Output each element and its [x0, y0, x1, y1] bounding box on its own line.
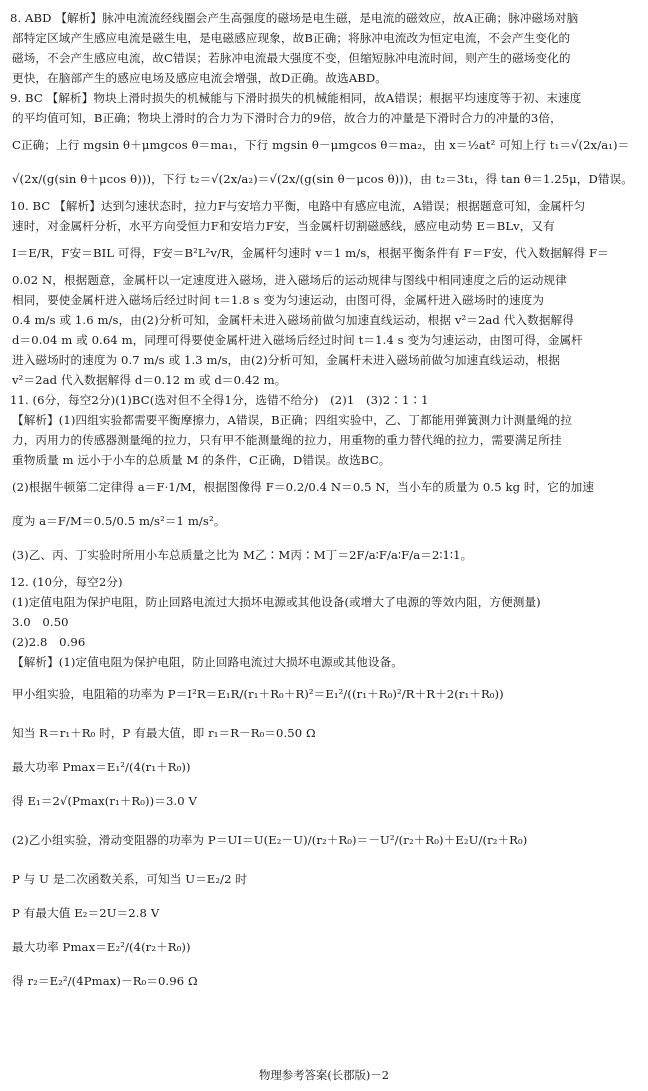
answer-line: (2)2.8 0.96 [12, 635, 86, 649]
answer-line: 8. ABD 【解析】脉冲电流流经线圈会产生高强度的磁场是电生磁，是电流的磁效应，故A正确；脉冲磁场对脑 [10, 11, 579, 25]
answer-line: 【解析】(1)定值电阻为保护电阻，防止回路电流过大损坏电源或其他设备。 [12, 655, 403, 669]
answer-line: 重物质量 m 远小于小车的总质量 M 的条件，C正确，D错误。故选BC。 [12, 453, 391, 467]
answer-line: I＝E/R，F安＝BIL 可得，F安＝B²L²v/R，金属杆匀速时 v＝1 m/s，根据平衡条件有 F＝F安，代入数据解得 F＝ [12, 246, 609, 260]
answer-line: 的平均值可知，B正确；物块上滑时的合力为下滑时合力的9倍，故合力的冲量是下滑时合力的冲量的3倍， [12, 111, 562, 125]
answer-line: 进入磁场时的速度为 0.7 m/s 或 1.3 m/s，由(2)分析可知，金属杆未进入磁场前做匀加速直线运动，根据 [12, 353, 561, 367]
answer-line: 最大功率 Pmax＝E₂²/(4(r₂＋R₀)) [12, 940, 191, 954]
answer-line: 最大功率 Pmax＝E₁²/(4(r₁＋R₀)) [12, 760, 191, 774]
answer-line: 甲小组实验，电阻箱的功率为 P＝I²R＝E₁R/(r₁＋R₀＋R)²＝E₁²/((r₁＋R₀)²/R＋R＋2(r₁＋R₀)) [12, 687, 504, 701]
answer-line: P 有最大值 E₂＝2U＝2.8 V [12, 906, 160, 920]
answer-line: (1)定值电阻为保护电阻，防止回路电流过大损坏电源或其他设备(或增大了电源的等效内阻，方便测量) [12, 595, 541, 609]
answer-content [10, 8, 640, 998]
answer-line: 0.4 m/s 或 1.6 m/s，由(2)分析可知，金属杆未进入磁场前做匀加速直线运动，根据 v²＝2ad 代入数据解得 [12, 313, 574, 327]
answer-line: 9. BC 【解析】物块上滑时损失的机械能与下滑时损失的机械能相同，故A错误；根据平均速度等于初、末速度 [10, 91, 582, 105]
answer-line: 11. (6分，每空2分)(1)BC(选对但不全得1分，选错不给分) (2)1 (3)2∶1∶1 [10, 393, 429, 407]
answer-line: v²＝2ad 代入数据解得 d＝0.12 m 或 d＝0.42 m。 [12, 373, 287, 387]
answer-line: P 与 U 是二次函数关系，可知当 U＝E₂/2 时 [12, 872, 248, 886]
answer-line: 10. BC 【解析】达到匀速状态时，拉力F与安培力平衡，电路中有感应电流，A错误；根据题意可知，金属杆匀 [10, 199, 586, 213]
answer-line: 度为 a＝F/M＝0.5/0.5 m/s²＝1 m/s²。 [12, 514, 226, 528]
answer-line: 【解析】(1)四组实验都需要平衡摩擦力，A错误，B正确；四组实验中，乙、丁都能用弹簧测力计测量绳的拉 [12, 413, 573, 427]
answer-line: 12. (10分，每空2分) [10, 575, 123, 589]
answer-line: 得 E₁＝2√(Pmax(r₁＋R₀))＝3.0 V [12, 794, 197, 808]
answer-line: 3.0 0.50 [12, 615, 69, 629]
answer-line: 更快，在脑部产生的感应电场及感应电流会增强，故D正确。故选ABD。 [12, 71, 388, 85]
answer-line: 相同，要使金属杆进入磁场后经过时间 t＝1.8 s 变为匀速运动，由图可得，金属杆进入磁场时的速度为 [12, 293, 545, 307]
answer-line: C正确；上行 mgsin θ＋μmgcos θ＝ma₁，下行 mgsin θ－μmgcos θ＝ma₂，由 x＝½at² 可知上行 t₁＝√(2x/a₁)＝ [12, 138, 630, 152]
answer-line: √(2x/(g(sin θ＋μcos θ)))，下行 t₂＝√(2x/a₂)＝√(2x/(g(sin θ－μcos θ)))，由 t₂＝3t₁，得 tan θ＝1.25μ，D错误。 [12, 172, 633, 186]
answer-line: (3)乙、丙、丁实验时所用小车总质量之比为 M乙∶M丙∶M丁＝2F/a∶F/a∶F/a＝2∶1∶1。 [12, 548, 473, 562]
page-footer: 物理参考答案(长郡版)－2 [258, 1068, 390, 1082]
answer-line: (2)乙小组实验，滑动变阻器的功率为 P＝UI＝U(E₂－U)/(r₂＋R₀)＝－U²/(r₂＋R₀)＋E₂U/(r₂＋R₀) [12, 833, 528, 847]
answer-line: 得 r₂＝E₂²/(4Pmax)－R₀＝0.96 Ω [12, 974, 198, 988]
answer-line: 知当 R＝r₁＋R₀ 时，P 有最大值，即 r₁＝R－R₀＝0.50 Ω [12, 726, 316, 740]
answer-line: d＝0.04 m 或 0.64 m，同理可得要使金属杆进入磁场后经过时间 t＝1.4 s 变为匀速运动，由图可得，金属杆 [12, 333, 583, 347]
answer-line: 力，丙用力的传感器测量绳的拉力，只有甲不能测量绳的拉力，用重物的重力替代绳的拉力，需要满足所挂 [12, 433, 562, 447]
answer-line: 0.02 N，根据题意，金属杆以一定速度进入磁场，进入磁场后的运动规律与图线中相同速度之后的运动规律 [12, 273, 567, 287]
answer-line: 磁场，不会产生感应电流，故C错误；若脉冲电流最大强度不变，但缩短脉冲电流时间，则产生的磁场变化的 [12, 51, 571, 65]
answer-line: 速时，对金属杆分析，水平方向受恒力F和安培力F安，当金属杆切割磁感线，感应电动势 E＝BLv，又有 [12, 219, 555, 233]
answer-line: (2)根据牛顿第二定律得 a＝F·1/M，根据图像得 F＝0.2/0.4 N＝0.5 N，当小车的质量为 0.5 kg 时，它的加速 [12, 480, 595, 494]
answer-line: 部特定区域产生感应电流是磁生电，是电磁感应现象，故B正确；将脉冲电流改为恒定电流，不会产生变化的 [12, 31, 571, 45]
